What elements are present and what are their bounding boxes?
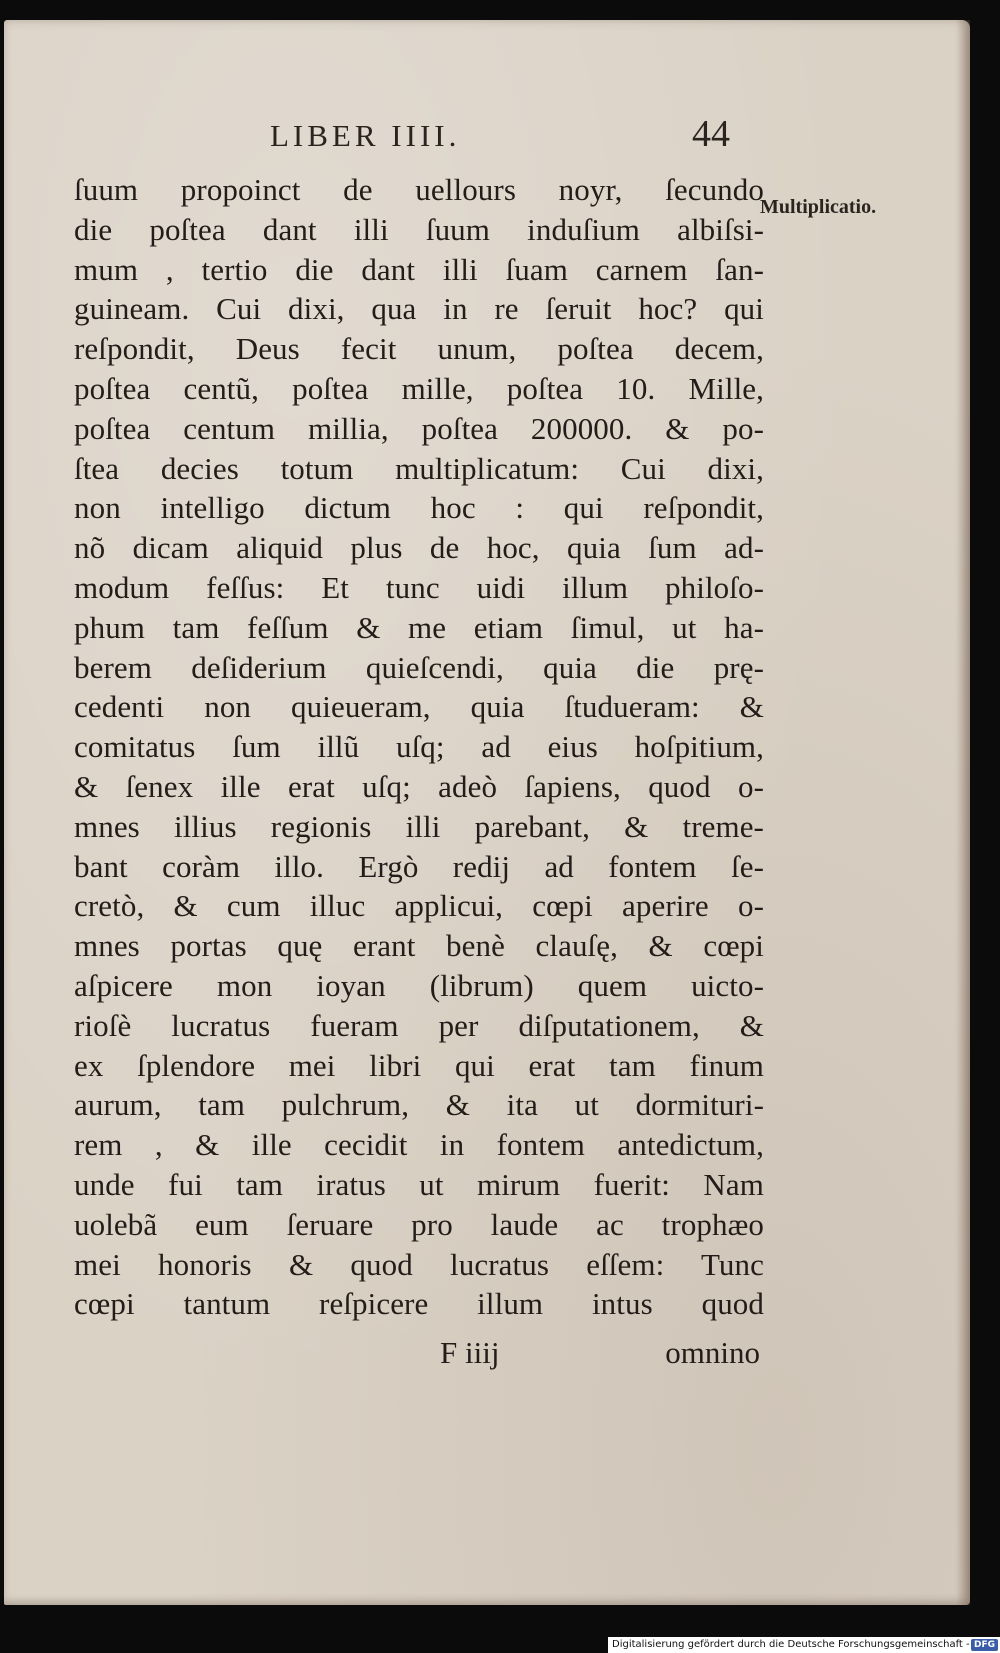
catchword: omnino: [665, 1335, 760, 1370]
text-line: ex ſplendore mei libri qui erat tam finum: [74, 1047, 764, 1083]
page-edge-shadow: [956, 20, 970, 1605]
running-title: LIBER IIII.: [270, 118, 461, 153]
signature-mark: F iiij: [440, 1335, 500, 1370]
text-line: cretò, & cum illuc applicui, cœpi aperire o-: [74, 888, 764, 924]
text-line: poſtea centum millia, poſtea 200000. & po-: [74, 410, 764, 446]
text-line: comitatus ſum illũ uſq; ad eius hoſpitium,: [74, 729, 764, 765]
body-text: [74, 170, 764, 1324]
text-line: unde fui tam iratus ut mirum fuerit: Nam: [74, 1166, 764, 1202]
text-line: guineam. Cui dixi, qua in re ſeruit hoc? qui: [74, 291, 764, 327]
catchline: [440, 1335, 760, 1375]
text-line: non intelligo dictum hoc : qui reſpondit,: [74, 490, 764, 526]
text-line: aurum, tam pulchrum, & ita ut dormituri-: [74, 1087, 764, 1123]
text-line: mnes portas quę erant benè clauſę, & cœpi: [74, 928, 764, 964]
folio-number: 44: [692, 113, 730, 155]
text-line: modum feſſus: Et tunc uidi illum philoſo-: [74, 569, 764, 605]
text-line: ſtea decies totum multiplicatum: Cui dixi,: [74, 450, 764, 486]
page-header: [270, 113, 730, 162]
text-line: mum , tertio die dant illi ſuam carnem ſan-: [74, 251, 764, 287]
text-line: phum tam feſſum & me etiam ſimul, ut ha-: [74, 609, 764, 645]
text-line: & ſenex ille erat uſq; adeò ſapiens, quod o-: [74, 768, 764, 804]
dfg-logo: DFG: [971, 1639, 998, 1651]
text-line: mnes illius regionis illi parebant, & treme-: [74, 808, 764, 844]
marginal-note: Multiplicatio.: [760, 196, 877, 218]
text-line: reſpondit, Deus fecit unum, poſtea decem,: [74, 331, 764, 367]
text-line: mei honoris & quod lucratus eſſem: Tunc: [74, 1246, 764, 1282]
text-line: uolebã eum ſeruare pro laude ac trophæo: [74, 1206, 764, 1242]
text-line: berem deſiderium quieſcendi, quia die prę-: [74, 649, 764, 685]
text-line: nõ dicam aliquid plus de hoc, quia ſum ad-: [74, 530, 764, 566]
text-line: cœpi tantum reſpicere illum intus quod: [74, 1286, 764, 1322]
text-line: die poſtea dant illi ſuum induſium albiſsi-: [74, 211, 764, 247]
text-line: rioſè lucratus fueram per diſputationem, &: [74, 1007, 764, 1043]
text-line: aſpicere mon ioyan (librum) quem uicto-: [74, 967, 764, 1003]
text-line: poſtea centũ, poſtea mille, poſtea 10. Mille,: [74, 370, 764, 406]
digitization-footer: [608, 1637, 1000, 1653]
text-line: rem , & ille cecidit in fontem antedictum,: [74, 1127, 764, 1163]
funding-credit: Digitalisierung gefördert durch die Deutsche Forschungsgemeinschaft -: [612, 1639, 970, 1650]
text-line: ſuum propoinct de uellours noyr, ſecundo: [74, 172, 764, 207]
text-line: bant coràm illo. Ergò redij ad fontem ſe-: [74, 848, 764, 884]
text-line: cedenti non quieueram, quia ſtudueram: &: [74, 689, 764, 725]
